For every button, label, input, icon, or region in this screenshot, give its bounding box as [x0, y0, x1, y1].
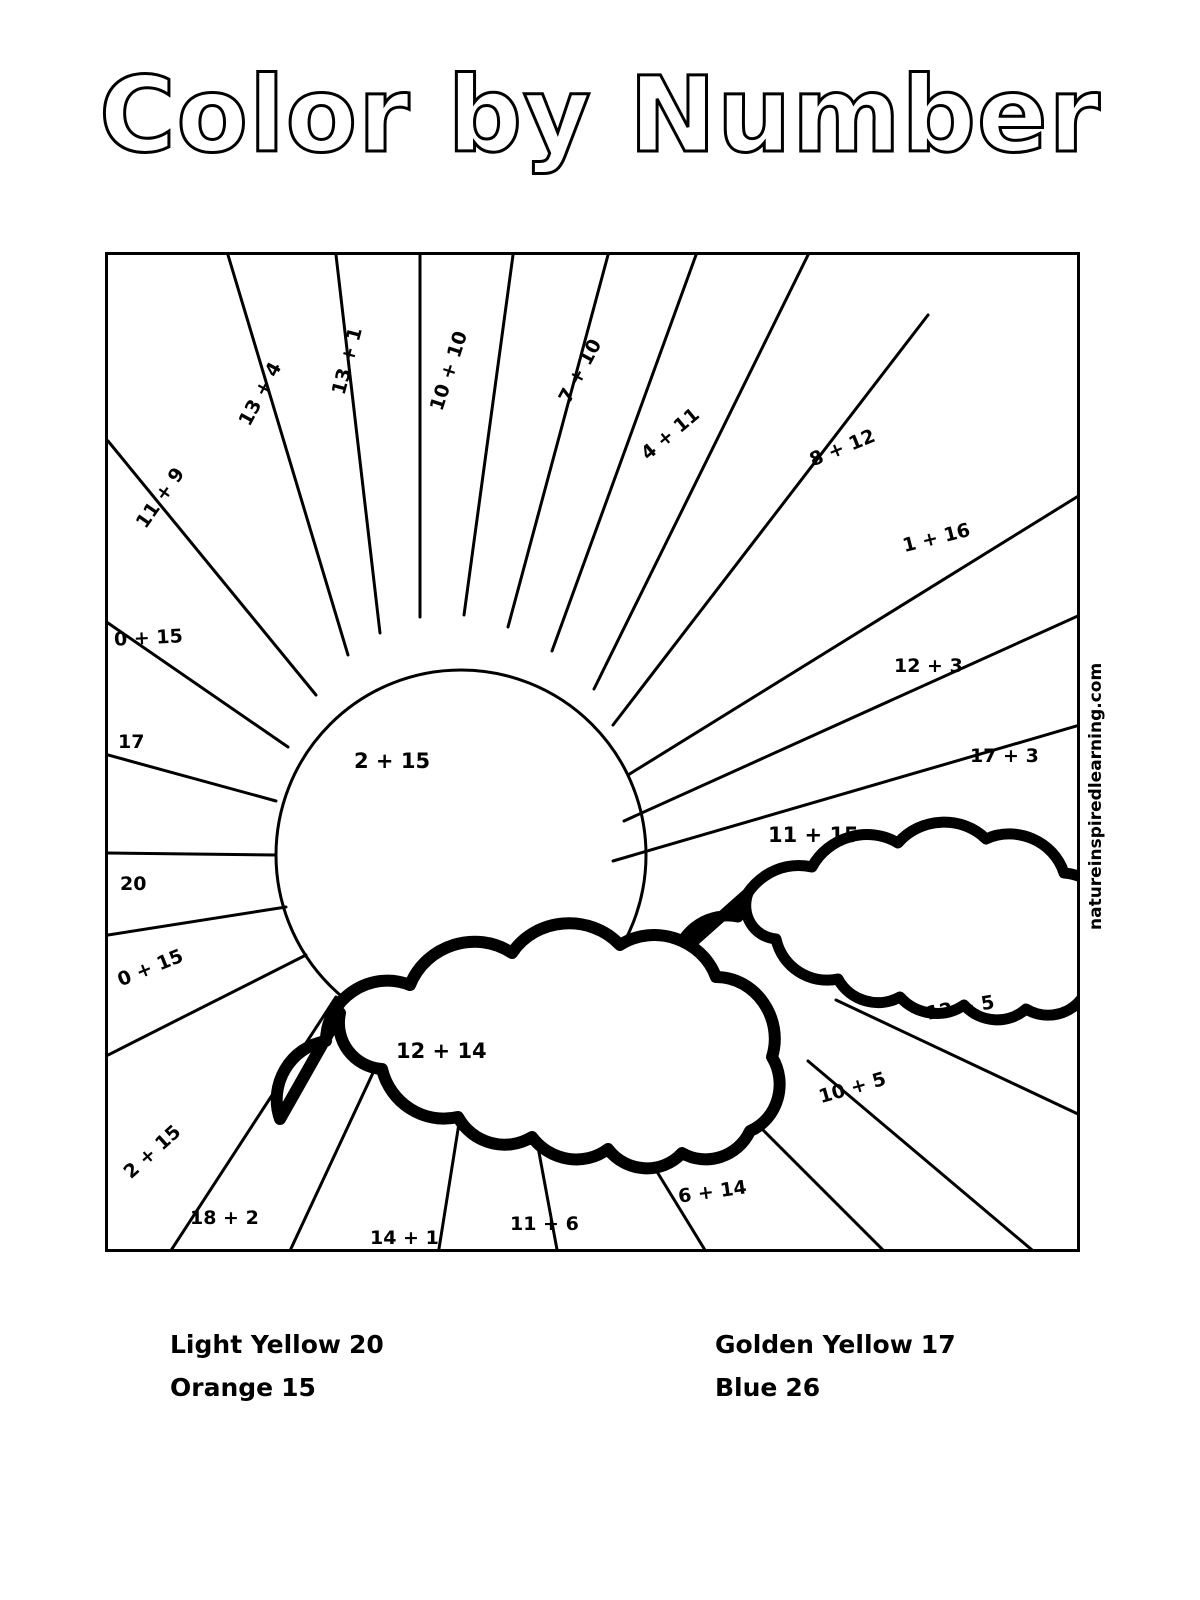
problem-label: 6 + 14: [676, 1176, 749, 1208]
problem-label: 11 + 15: [768, 823, 859, 847]
problem-label: 0 + 15: [114, 944, 187, 992]
problem-label: 12 + 5: [924, 991, 997, 1025]
problem-label: 14 + 1: [370, 1227, 439, 1249]
legend-number: 26: [785, 1373, 821, 1402]
coloring-worksheet: [105, 252, 1080, 1252]
legend-number: 20: [349, 1330, 384, 1359]
page-title: Color by Number: [99, 54, 1101, 176]
problem-label: 1 + 16: [900, 519, 973, 557]
legend-item: [715, 1373, 956, 1402]
problem-label: 8 + 12: [806, 424, 879, 472]
problem-label: 4 + 11: [636, 403, 704, 465]
problem-label: 12 + 14: [396, 1039, 487, 1063]
problem-label: 2 + 15: [354, 749, 431, 773]
legend-column-right: [715, 1330, 956, 1416]
legend-color-name: Golden Yellow: [715, 1330, 913, 1359]
legend-item: [170, 1373, 384, 1402]
problem-label: 13 + 4: [234, 358, 287, 430]
problem-label: 10 + 10: [425, 328, 473, 414]
legend-number: 17: [920, 1330, 956, 1359]
legend-color-name: Blue: [715, 1373, 778, 1402]
legend-number: 15: [281, 1373, 316, 1402]
problem-label: 11 + 9: [131, 463, 190, 533]
legend-color-name: Orange: [170, 1373, 274, 1402]
problem-label: 2 + 15: [119, 1120, 186, 1184]
legend-item: [170, 1330, 384, 1359]
problem-label: 7 + 10: [554, 335, 607, 407]
watermark-url: natureinspiredlearning.com: [1086, 662, 1106, 930]
legend-item: [715, 1330, 956, 1359]
problem-label: 17 + 3: [970, 745, 1039, 767]
legend-color-name: Light Yellow: [170, 1330, 342, 1359]
problem-label: 18 + 2: [190, 1207, 259, 1229]
problem-label: 17: [118, 731, 145, 753]
worksheet-artwork: [108, 255, 1080, 1252]
problem-label: 12 + 3: [894, 655, 963, 677]
problem-label: 0 + 15: [113, 625, 184, 651]
problem-label: 11 + 6: [510, 1213, 579, 1235]
legend-column-left: [170, 1330, 384, 1416]
problem-label: 13 + 1: [327, 324, 367, 398]
problem-label: 20: [120, 873, 147, 895]
problem-label: 10 + 5: [816, 1067, 889, 1109]
